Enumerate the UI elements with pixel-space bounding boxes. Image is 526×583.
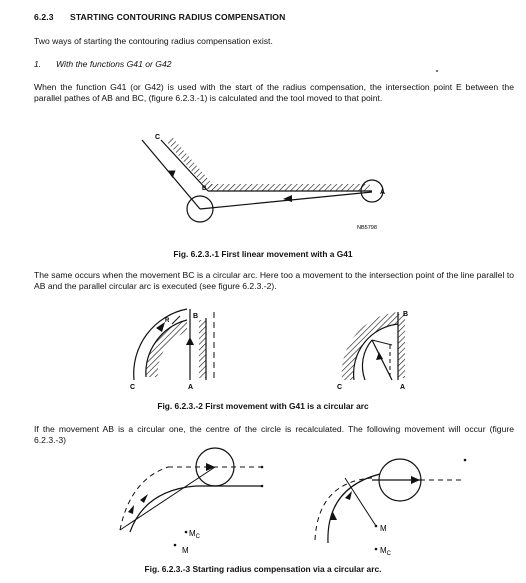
section-title: STARTING CONTOURING RADIUS COMPENSATION: [70, 12, 286, 22]
figure-1-caption: Fig. 6.2.3.-1 First linear movement with a G41: [173, 249, 353, 259]
fig1-label-b: B: [202, 186, 207, 192]
figure-2-left: [130, 309, 214, 391]
figure-2-caption: Fig. 6.2.3.-2 First movement with G41 is a circular arc: [157, 401, 369, 411]
fig3r-arrow-2: [411, 476, 420, 484]
fig3l-label-m: M: [182, 546, 189, 555]
fig2r-arrow: [376, 352, 383, 360]
fig2l-label-c: C: [130, 384, 136, 391]
fig1-hatch-bc: [167, 138, 214, 190]
fig3r-label-mc: $M_C$: [380, 546, 392, 557]
fig1-path-a-e: [200, 192, 372, 209]
fig2r-path-arc: [362, 340, 372, 380]
figure-3-left: [120, 448, 263, 555]
fig3r-dot-m: [375, 525, 378, 528]
paragraph-2: The same occurs when the movement BC is a circular arc. Here too a movement to the intersection point of the line parallel to AB and the parallel circular arc is executed (see figure 6.2.3.-2).: [34, 270, 514, 291]
fig3l-contour: [130, 486, 262, 532]
paragraph-1: When the function G41 (or G42) is used with the start of the radius compensation, the intersection point E between the parallel pathes of AB and BC, (figure 6.2.3.-1) is calculated and the tool moved to that point.: [34, 82, 514, 103]
fig3l-dot-m: [174, 544, 177, 547]
fig2r-radius: [372, 340, 392, 345]
fig2r-label-c: C: [337, 384, 343, 391]
fig1-label-a: A: [380, 189, 386, 196]
fig1-hatch-ba: [208, 184, 370, 191]
fig1-label-c: C: [155, 134, 161, 141]
figure-1: [142, 134, 385, 231]
item1-title: With the functions G41 or G42: [56, 59, 172, 69]
stray-dot: [436, 70, 438, 72]
fig2r-label-a: A: [400, 384, 406, 391]
fig3r-dot-mc: [375, 548, 378, 551]
fig1-code: NB5798: [357, 225, 377, 231]
fig2r-hatch-ba: [398, 314, 405, 378]
figure-3-caption: Fig. 6.2.3.-3 Starting radius compensation via a circular arc.: [144, 564, 382, 574]
item1-number: 1.: [34, 59, 42, 69]
fig2l-arrow-up: [186, 337, 194, 345]
paragraph-3: If the movement AB is a circular one, the centre of the circle is recalculated. The following movement will occur (figure 6.2.3.-3): [34, 424, 514, 445]
fig3l-radius-line: [120, 467, 215, 530]
fig3l-label-mc: $M_C$: [189, 529, 201, 540]
figure-2-right: [337, 311, 408, 391]
intro-paragraph: Two ways of starting the contouring radius compensation exist.: [34, 36, 273, 46]
fig3l-dot-2: [261, 485, 264, 488]
fig3r-contour: [328, 474, 380, 543]
fig1-arrow-up: [167, 169, 176, 178]
figure-3-right: [315, 459, 466, 557]
fig3r-arrow-3: [345, 491, 352, 500]
fig1-contour-cb: [161, 140, 208, 191]
fig2l-hatch-ba: [199, 320, 206, 378]
fig3r-label-m: M: [380, 524, 387, 533]
fig3r-radius-line: [345, 478, 376, 526]
fig2l-label-b: B: [193, 313, 199, 320]
section-number: 6.2.3: [34, 12, 54, 22]
fig3l-dot-mc: [185, 531, 188, 534]
fig3l-arrow-3: [128, 505, 134, 514]
fig2r-label-b: B: [403, 311, 409, 318]
fig2r-path-line: [372, 340, 392, 380]
fig3r-dashed-arc: [315, 478, 372, 540]
fig2l-label-a: A: [188, 384, 194, 391]
fig2l-label-r: R: [165, 318, 170, 324]
fig3l-dot-1: [261, 466, 264, 469]
fig3l-arrow-1: [140, 494, 148, 503]
fig3r-dot-1: [464, 459, 467, 462]
